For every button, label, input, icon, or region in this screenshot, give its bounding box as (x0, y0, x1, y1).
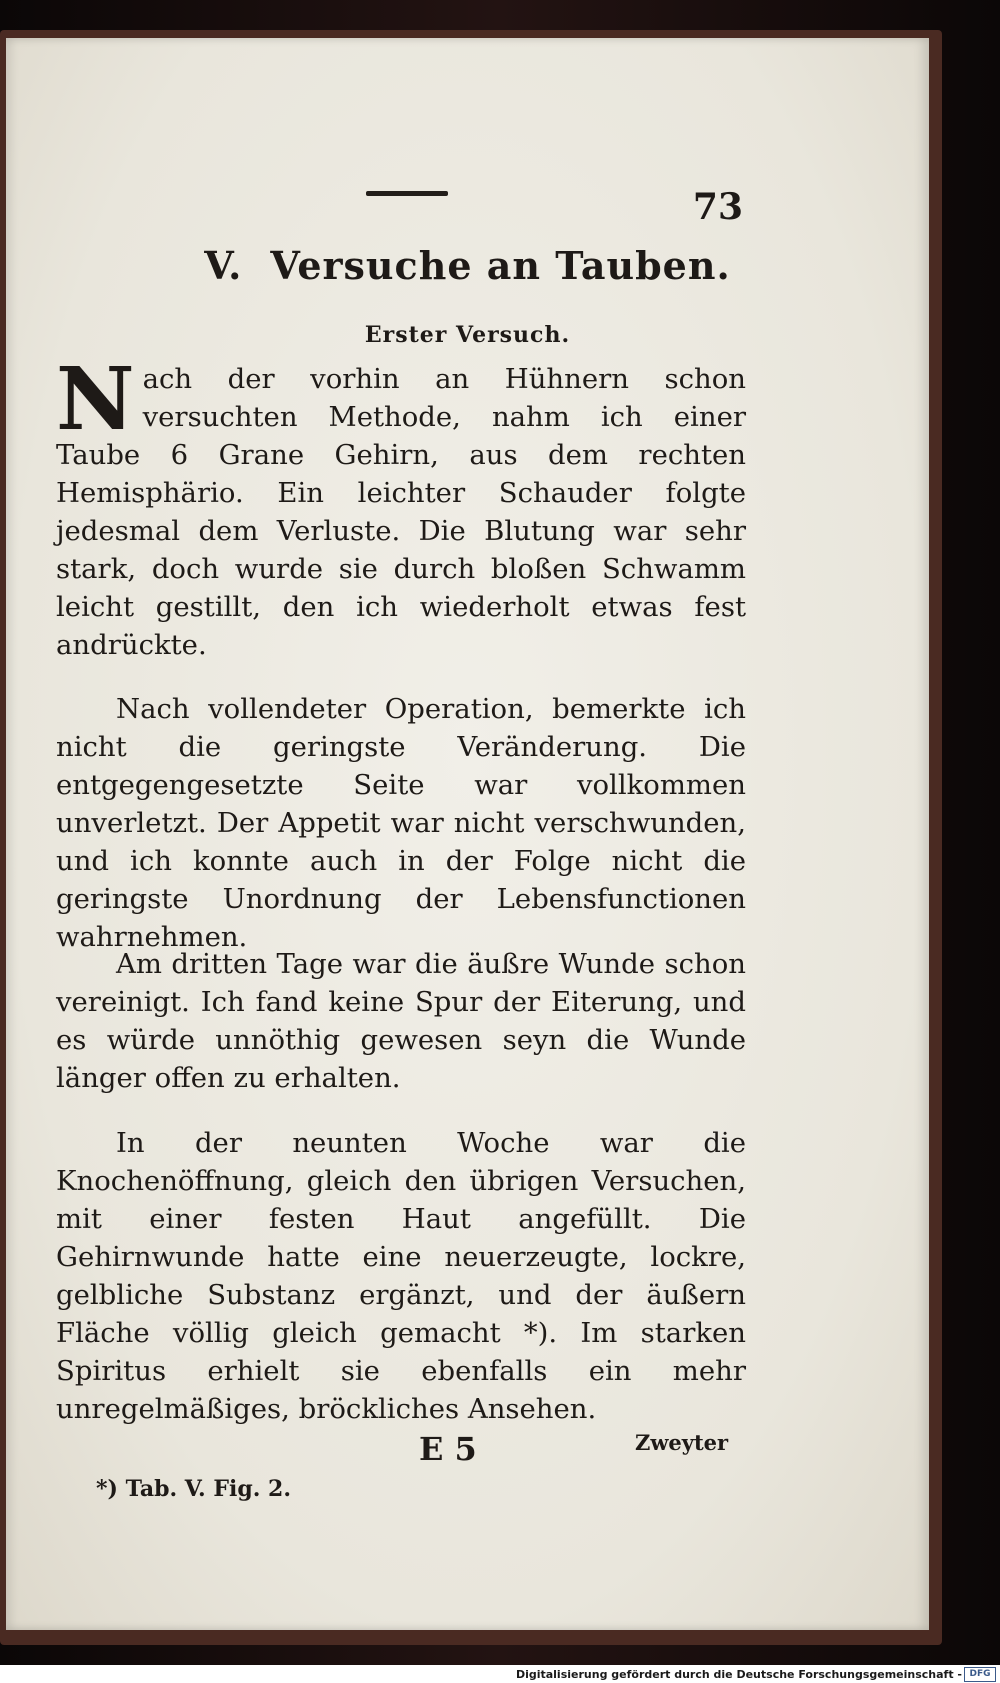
paragraph-2: Nach vollendeter Operation, bemerkte ich nicht die geringste Veränderung. Die entgegengesetzte Seite war vollkommen unverletzt. Der Appetit war nicht verschwunden, und ich konnte auch in der Folge nicht die geringste Unordnung der Lebensfunctionen wahrnehmen. (56, 693, 746, 953)
chapter-title-text: Versuche an Tauben. (270, 243, 731, 288)
digitization-credit: Digitalisierung gefördert durch die Deutsche Forschungsgemeinschaft - (515, 1668, 962, 1681)
page-number: 73 (692, 186, 743, 228)
chapter-title (6, 243, 929, 288)
drop-cap: N (56, 349, 135, 450)
chapter-numeral: V. (204, 243, 243, 288)
book-page (6, 38, 929, 1630)
footnote: *) Tab. V. Fig. 2. (96, 1476, 291, 1502)
paragraph-3: Am dritten Tage war die äußre Wunde schon vereinigt. Ich fand keine Spur der Eiterung, und es würde unnöthig gewesen seyn die Wunde länger offen zu erhalten. (56, 948, 746, 1094)
catchword: Zweyter (635, 1430, 729, 1455)
paragraph-1-text: ach der vorhin an Hühnern schon versuchten Methode, nahm ich einer Taube 6 Grane Gehirn, aus dem rechten Hemisphärio. Ein leichter Schauder folgte jedesmal dem Verluste. Die Blutung war sehr stark, doch wurde sie durch bloßen Schwamm leicht gestillt, den ich wiederholt etwas fest andrückte. (56, 363, 746, 661)
paragraph-4: In der neunten Woche war die Knochenöffnung, gleich den übrigen Versuchen, mit einer festen Haut angefüllt. Die Gehirnwunde hatte eine neuerzeugte, lockre, gelbliche Substanz ergänzt, und der äußern Fläche völlig gleich gemacht *). Im starken Spiritus erhielt sie ebenfalls ein mehr unregelmäßiges, bröckliches Ansehen. (56, 1127, 746, 1425)
paragraph-1 (56, 349, 746, 664)
header-rule (366, 191, 448, 196)
dfg-logo-icon: DFG (964, 1667, 996, 1682)
section-subheading: Erster Versuch. (364, 322, 571, 348)
sheet-signature: E 5 (419, 1430, 477, 1468)
